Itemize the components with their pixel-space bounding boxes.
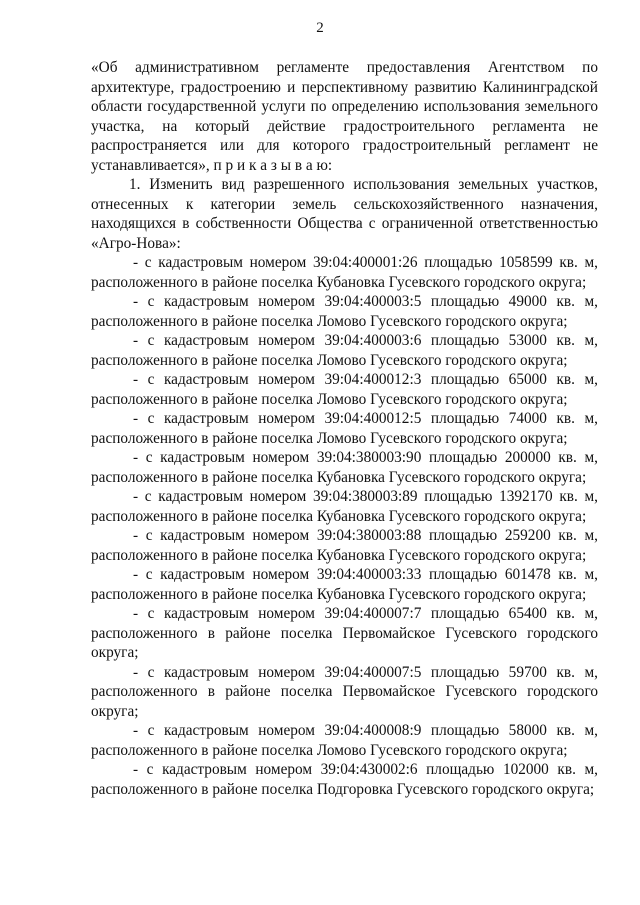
parcel-item xyxy=(91,760,598,799)
text-line: архитектуре, градостроению и перспективному развитию Калининградской xyxy=(91,78,598,96)
text-line: распространяется или для которого градостроительный регламент не xyxy=(91,137,598,154)
text-line: устанавливается», п р и к а з ы в а ю: xyxy=(91,156,333,174)
parcel-line: расположенного в районе поселка Ломово Гусевского городского округа; xyxy=(91,390,568,408)
page-number: 2 xyxy=(316,20,324,36)
parcel-line: - с кадастровым номером 39:04:400003:6 площадью 53000 кв. м, xyxy=(133,332,598,349)
parcel-item xyxy=(91,487,598,526)
parcel-line: расположенного в районе поселка Ломово Гусевского городского округа; xyxy=(91,741,568,759)
parcel-line: расположенного в районе поселка Кубановка Гусевского городского округа; xyxy=(91,273,587,291)
text-line: «Агро-Нова»: xyxy=(91,234,181,252)
parcel-line: расположенного в районе поселка Ломово Гусевского городского округа; xyxy=(91,351,568,369)
parcel-line: - с кадастровым номером 39:04:380003:90 площадью 200000 кв. м, xyxy=(133,449,598,466)
parcel-line: - с кадастровым номером 39:04:380003:88 площадью 259200 кв. м, xyxy=(133,527,598,544)
parcel-item xyxy=(91,721,598,760)
parcel-line: округа; xyxy=(91,644,139,661)
parcel-line: округа; xyxy=(91,702,139,720)
parcel-line: - с кадастровым номером 39:04:380003:89 площадью 1392170 кв. м, xyxy=(133,488,598,505)
parcel-item xyxy=(91,565,598,604)
document-body xyxy=(91,58,598,799)
parcel-line: расположенного в районе поселка Кубановка Гусевского городского округа; xyxy=(91,546,587,564)
parcel-line: - с кадастровым номером 39:04:400012:5 площадью 74000 кв. м, xyxy=(133,410,598,427)
parcel-line: расположенного в районе поселка Кубановка Гусевского городского округа; xyxy=(91,468,587,486)
parcel-line: - с кадастровым номером 39:04:400003:33 площадью 601478 кв. м, xyxy=(133,566,598,583)
parcel-line: расположенного в районе поселка Ломово Гусевского городского округа; xyxy=(91,312,568,330)
parcel-line: расположенного в районе поселка Кубановка Гусевского городского округа; xyxy=(91,585,587,603)
text-line: находящихся в собственности Общества с ограниченной ответственностью xyxy=(91,215,598,232)
parcel-list xyxy=(91,253,598,799)
parcel-line: - с кадастровым номером 39:04:400003:5 площадью 49000 кв. м, xyxy=(133,293,598,310)
parcel-item xyxy=(91,604,598,663)
parcel-line: - с кадастровым номером 39:04:400001:26 площадью 1058599 кв. м, xyxy=(133,254,598,271)
parcel-line: - с кадастровым номером 39:04:400012:3 площадью 65000 кв. м, xyxy=(133,371,598,388)
parcel-item xyxy=(91,409,598,448)
parcel-line: - с кадастровым номером 39:04:430002:6 площадью 102000 кв. м, xyxy=(133,761,598,778)
text-line: отнесенных к категории земель сельскохозяйственного назначения, xyxy=(91,195,598,213)
parcel-item xyxy=(91,663,598,722)
parcel-item xyxy=(91,526,598,565)
parcel-line: расположенного в районе поселка Подгоровка Гусевского городского округа; xyxy=(91,780,595,798)
parcel-line: - с кадастровым номером 39:04:400008:9 площадью 58000 кв. м, xyxy=(133,722,598,739)
text-line: области государственной услуги по определению использования земельного xyxy=(91,98,598,115)
text-line: «Об административном регламенте предоставления Агентством по xyxy=(91,59,598,76)
text-line: 1. Изменить вид разрешенного использования земельных участков, xyxy=(129,176,598,193)
parcel-line: - с кадастровым номером 39:04:400007:7 площадью 65400 кв. м, xyxy=(133,605,598,622)
parcel-item xyxy=(91,370,598,409)
parcel-line: расположенного в районе поселка Первомайское Гусевского городского xyxy=(91,683,598,700)
item-1-paragraph xyxy=(91,175,598,253)
parcel-line: - с кадастровым номером 39:04:400007:5 площадью 59700 кв. м, xyxy=(133,663,598,681)
text-line: участка, на который действие градостроительного регламента не xyxy=(91,117,598,135)
parcel-item xyxy=(91,448,598,487)
parcel-line: расположенного в районе поселка Ломово Гусевского городского округа; xyxy=(91,429,568,447)
parcel-line: расположенного в районе поселка Кубановка Гусевского городского округа; xyxy=(91,507,587,525)
parcel-item xyxy=(91,292,598,331)
parcel-line: расположенного в районе поселка Первомайское Гусевского городского xyxy=(91,624,598,642)
parcel-item xyxy=(91,253,598,292)
intro-paragraph xyxy=(91,58,598,175)
parcel-item xyxy=(91,331,598,370)
